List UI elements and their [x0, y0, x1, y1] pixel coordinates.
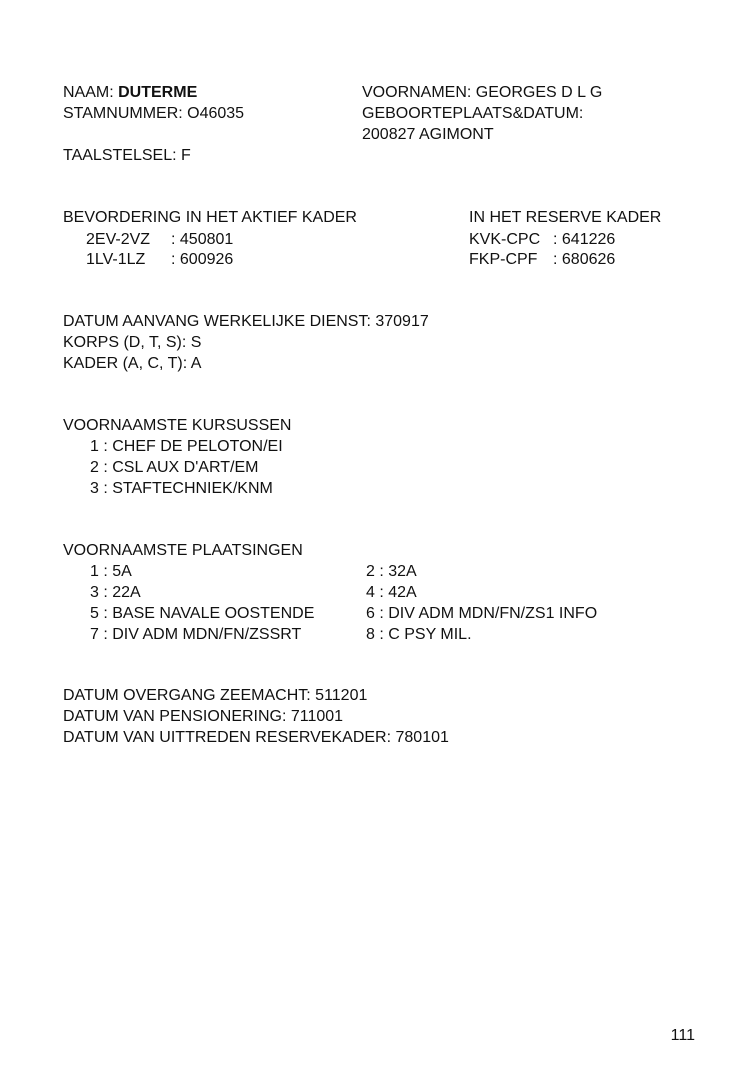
reserve-date-2: : 680626: [553, 251, 616, 268]
aktief-rank-2: 1LV-1LZ: [86, 251, 146, 268]
plaatsing-left-2: 3 : 22A: [90, 584, 141, 601]
kursus-item-3: 3 : STAFTECHNIEK/KNM: [90, 480, 273, 497]
naam-line: [63, 82, 197, 103]
plaatsing-right-2: 4 : 42A: [366, 584, 417, 601]
geboorte-value: 200827 AGIMONT: [362, 126, 494, 143]
kursussen-title: VOORNAAMSTE KURSUSSEN: [63, 417, 292, 434]
plaatsingen-title: VOORNAAMSTE PLAATSINGEN: [63, 542, 303, 559]
kader: KADER (A, C, T): A: [63, 355, 202, 372]
reserve-kader-title: IN HET RESERVE KADER: [469, 209, 662, 226]
plaatsing-left-3: 5 : BASE NAVALE OOSTENDE: [90, 605, 315, 622]
aktief-rank-1: 2EV-2VZ: [86, 231, 151, 248]
plaatsing-left-1: 1 : 5A: [90, 563, 132, 580]
reserve-rank-2: FKP-CPF: [469, 251, 538, 268]
datum-uittreden: DATUM VAN UITTREDEN RESERVEKADER: 780101: [63, 729, 449, 746]
taalstelsel: TAALSTELSEL: F: [63, 147, 191, 164]
aktief-date-2: : 600926: [171, 251, 234, 268]
reserve-rank-1: KVK-CPC: [469, 231, 541, 248]
korps: KORPS (D, T, S): S: [63, 334, 202, 351]
geboorte-label: GEBOORTEPLAATS&DATUM:: [362, 105, 584, 122]
datum-overgang: DATUM OVERGANG ZEEMACHT: 511201: [63, 687, 368, 704]
aktief-kader-title: BEVORDERING IN HET AKTIEF KADER: [63, 209, 357, 226]
naam-label: NAAM:: [63, 84, 114, 101]
plaatsing-right-3: 6 : DIV ADM MDN/FN/ZS1 INFO: [366, 605, 598, 622]
kursus-item-1: 1 : CHEF DE PELOTON/EI: [90, 438, 283, 455]
plaatsing-right-4: 8 : C PSY MIL.: [366, 626, 472, 643]
stamnummer: STAMNUMMER: O46035: [63, 105, 245, 122]
page-number: 111: [670, 1027, 695, 1044]
aktief-date-1: : 450801: [171, 231, 234, 248]
voornamen: VOORNAMEN: GEORGES D L G: [362, 84, 603, 101]
plaatsing-left-4: 7 : DIV ADM MDN/FN/ZSSRT: [90, 626, 302, 643]
plaatsing-right-1: 2 : 32A: [366, 563, 417, 580]
naam-value: DUTERME: [118, 84, 198, 101]
kursus-item-2: 2 : CSL AUX D'ART/EM: [90, 459, 259, 476]
reserve-date-1: : 641226: [553, 231, 616, 248]
datum-pensionering: DATUM VAN PENSIONERING: 711001: [63, 708, 344, 725]
datum-aanvang: DATUM AANVANG WERKELIJKE DIENST: 370917: [63, 313, 429, 330]
